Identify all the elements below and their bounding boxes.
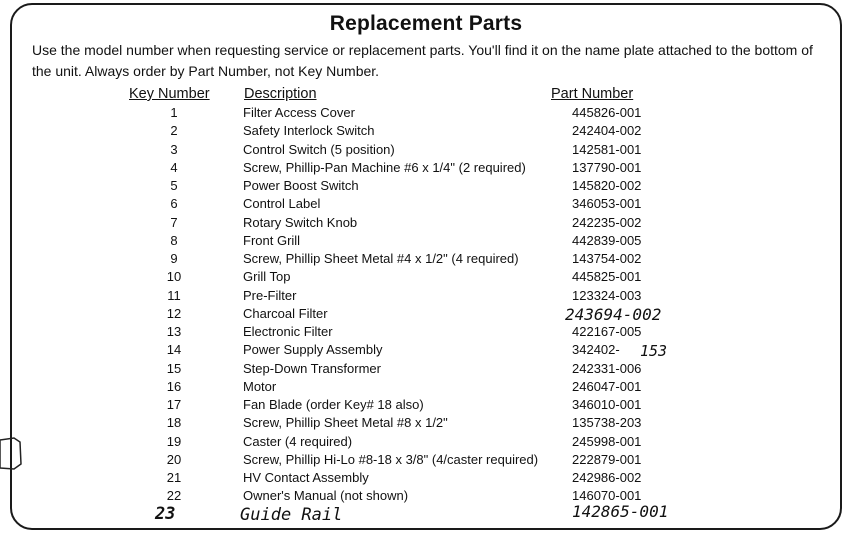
description-cell: Screw, Phillip-Pan Machine #6 x 1/4" (2 required) (243, 159, 526, 175)
part-number-cell: 342402- (572, 342, 620, 358)
part-number-cell: 242986-002 (572, 470, 642, 485)
key-number-cell: 13 (166, 324, 182, 339)
table-row (0, 250, 852, 268)
key-number-cell: 15 (166, 360, 182, 376)
part-number-cell: 245998-001 (572, 433, 642, 449)
table-row (0, 469, 852, 487)
key-number-cell: 22 (166, 488, 182, 504)
key-number-cell: 2 (170, 123, 178, 139)
table-row (0, 232, 852, 250)
part-number-cell: 445825-001 (572, 269, 642, 285)
description-cell: Charcoal Filter (243, 305, 328, 321)
key-number-cell: 3 (170, 141, 178, 157)
column-header-key-number: Key Number (129, 86, 210, 102)
page-title: Replacement Parts (329, 12, 523, 35)
part-number-cell: 137790-001 (572, 159, 642, 175)
table-row (0, 122, 852, 140)
description-cell: Grill Top (243, 269, 291, 285)
handwritten-part-suffix-row-14: 153 (640, 342, 668, 360)
key-number-cell: 6 (170, 196, 178, 212)
part-number-cell: 135738-203 (572, 415, 642, 431)
key-number-cell: 14 (166, 342, 182, 358)
column-header-part-number: Part Number (551, 86, 634, 102)
description-cell: Screw, Phillip Sheet Metal #8 x 1/2" (243, 415, 448, 431)
key-number-cell: 16 (166, 378, 182, 394)
part-number-cell: 146070-001 (572, 488, 642, 504)
table-row (0, 195, 852, 213)
table-row (0, 451, 852, 469)
handwritten-part-number-row-12: 243694-002 (565, 305, 662, 324)
part-number-cell: 445826-001 (572, 105, 642, 120)
key-number-cell: 9 (170, 251, 178, 266)
part-number-cell: 242404-002 (572, 123, 642, 139)
handwritten-description-row-23: Guide Rail (240, 505, 343, 525)
intro-paragraph: Use the model number when requesting service or replacement parts. You'll find it on the name plate attached to the bottom of the unit. Always order by Part Number, not Key Number. (32, 42, 813, 79)
part-number-cell: 422167-005 (572, 324, 642, 339)
key-number-cell: 21 (166, 470, 182, 485)
key-number-cell: 12 (166, 305, 182, 321)
part-number-cell: 222879-001 (572, 451, 642, 467)
part-number-cell: 143754-002 (572, 251, 642, 266)
description-cell: Rotary Switch Knob (243, 214, 358, 230)
table-row (0, 177, 852, 195)
part-number-cell: 442839-005 (572, 232, 642, 248)
description-cell: Front Grill (243, 232, 301, 248)
key-number-cell: 20 (166, 451, 182, 467)
key-number-cell: 11 (167, 287, 181, 303)
part-number-cell: 123324-003 (572, 287, 642, 303)
table-row (0, 433, 852, 451)
part-number-cell: 246047-001 (572, 378, 642, 394)
part-number-cell: 346053-001 (572, 196, 642, 212)
key-number-cell: 5 (170, 178, 178, 193)
part-number-cell: 142581-001 (572, 141, 642, 157)
part-number-cell: 242235-002 (572, 214, 642, 230)
key-number-cell: 7 (170, 214, 178, 230)
table-row (0, 287, 852, 305)
table-row (0, 104, 852, 122)
description-cell: Control Label (243, 196, 321, 212)
part-number-cell: 242331-006 (572, 360, 642, 376)
description-cell: Filter Access Cover (243, 105, 355, 120)
table-row (0, 214, 852, 232)
description-cell: Motor (243, 378, 277, 394)
description-cell: Electronic Filter (243, 324, 333, 339)
margin-scan-mark (0, 436, 24, 470)
key-number-cell: 10 (166, 269, 182, 285)
key-number-cell: 4 (170, 159, 178, 175)
handwritten-key-number-row-23: 23 (155, 504, 176, 524)
part-number-cell: 346010-001 (572, 397, 642, 412)
table-row (0, 268, 852, 286)
description-cell: Screw, Phillip Hi-Lo #8-18 x 3/8" (4/caster required) (243, 451, 539, 467)
table-row (0, 396, 852, 414)
table-row (0, 159, 852, 177)
key-number-cell: 18 (166, 415, 182, 431)
key-number-cell: 19 (166, 433, 182, 449)
handwritten-part-number-row-23: 142865-001 (572, 502, 669, 521)
key-number-cell: 8 (170, 232, 178, 248)
parts-table (0, 104, 852, 506)
description-cell: Safety Interlock Switch (243, 123, 375, 139)
table-row (0, 414, 852, 432)
table-row (0, 341, 852, 359)
description-cell: HV Contact Assembly (243, 470, 369, 485)
description-cell: Step-Down Transformer (243, 360, 381, 376)
description-cell: Caster (4 required) (243, 433, 353, 449)
description-cell: Power Supply Assembly (243, 342, 383, 358)
description-cell: Owner's Manual (not shown) (243, 488, 409, 504)
table-row (0, 378, 852, 396)
table-row (0, 323, 852, 341)
key-number-cell: 1 (170, 105, 178, 120)
description-cell: Fan Blade (order Key# 18 also) (243, 397, 424, 412)
description-cell: Screw, Phillip Sheet Metal #4 x 1/2" (4 required) (243, 251, 519, 266)
column-header-description: Description (244, 86, 317, 102)
part-number-cell: 145820-002 (572, 178, 642, 193)
description-cell: Power Boost Switch (243, 178, 359, 193)
description-cell: Pre-Filter (243, 287, 297, 303)
table-row (0, 305, 852, 323)
table-row (0, 487, 852, 505)
table-row (0, 360, 852, 378)
key-number-cell: 17 (166, 397, 182, 412)
description-cell: Control Switch (5 position) (243, 141, 395, 157)
table-row (0, 141, 852, 159)
